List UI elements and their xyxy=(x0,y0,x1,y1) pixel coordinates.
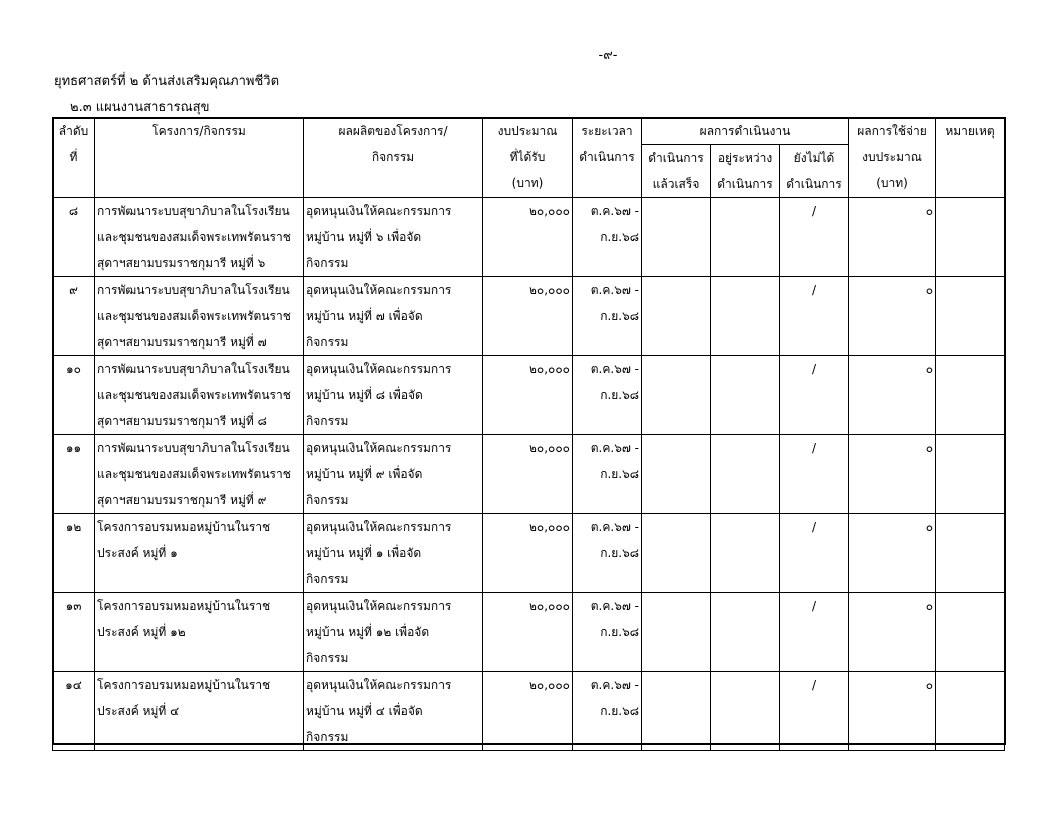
header-done-line: แล้วเสร็จ xyxy=(652,177,700,191)
project-line: และชุมชนของสมเด็จพระเทพรัตนราช xyxy=(97,388,291,402)
output-line: อุดหนุนเงินให้คณะกรรมการ xyxy=(306,599,452,613)
row-number: ๑๔ xyxy=(53,672,95,751)
header-no-line: ที่ xyxy=(69,150,78,164)
project-line: สุดาฯสยามบรมราชกุมารี หมู่ที่ ๘ xyxy=(97,414,267,428)
header-no xyxy=(53,118,95,198)
period-line: ต.ค.๖๗ - xyxy=(590,678,639,692)
header-budget xyxy=(483,118,573,198)
header-result xyxy=(642,118,849,145)
period-line: ต.ค.๖๗ - xyxy=(590,204,639,218)
plan-title: ๒.๓ แผนงานสาธารณสุข xyxy=(70,100,210,115)
row-project xyxy=(95,356,304,435)
header-budget-line: (บาท) xyxy=(511,176,544,190)
project-line: สุดาฯสยามบรมราชกุมารี หมู่ที่ ๙ xyxy=(97,493,267,507)
output-line: หมู่บ้าน หมู่ที่ ๙ เพื่อจัด xyxy=(306,467,423,481)
row-period xyxy=(573,356,642,435)
row-period xyxy=(573,277,642,356)
header-spent-line: (บาท) xyxy=(876,176,908,190)
table-header xyxy=(53,118,1005,198)
row-number: ๑๑ xyxy=(53,435,95,514)
row-number: ๑๐ xyxy=(53,356,95,435)
row-remark xyxy=(936,356,1005,435)
project-line: การพัฒนาระบบสุขาภิบาลในโรงเรียน xyxy=(97,283,290,297)
row-in-progress xyxy=(711,198,780,277)
project-line: การพัฒนาระบบสุขาภิบาลในโรงเรียน xyxy=(97,441,290,455)
row-done xyxy=(642,672,711,751)
strategy-title: ยุทธศาสตร์ที่ ๒ ด้านส่งเสริมคุณภาพชีวิต xyxy=(54,74,280,89)
row-done xyxy=(642,198,711,277)
row-not-started: / xyxy=(780,593,849,672)
row-budget: ๒๐,๐๐๐ xyxy=(483,356,573,435)
row-in-progress xyxy=(711,435,780,514)
project-line: และชุมชนของสมเด็จพระเทพรัตนราช xyxy=(97,309,291,323)
header-spent-line: ผลการใช้จ่าย xyxy=(857,124,927,138)
row-project xyxy=(95,593,304,672)
header-done xyxy=(642,145,711,198)
header-result-line: ผลการดำเนินงาน xyxy=(699,124,791,138)
row-done xyxy=(642,514,711,593)
project-line: และชุมชนของสมเด็จพระเทพรัตนราช xyxy=(97,230,291,244)
row-output xyxy=(304,514,483,593)
row-spent: ๐ xyxy=(849,514,936,593)
project-line: และชุมชนของสมเด็จพระเทพรัตนราช xyxy=(97,467,291,481)
header-budget-line: ที่ได้รับ xyxy=(509,150,546,164)
header-no-line: ลำดับ xyxy=(58,124,89,138)
row-output xyxy=(304,672,483,751)
row-budget: ๒๐,๐๐๐ xyxy=(483,435,573,514)
row-project xyxy=(95,672,304,751)
output-line: อุดหนุนเงินให้คณะกรรมการ xyxy=(306,520,452,534)
period-line: ก.ย.๖๘ xyxy=(600,388,639,402)
row-budget: ๒๐,๐๐๐ xyxy=(483,672,573,751)
row-not-started: / xyxy=(780,198,849,277)
table-row xyxy=(53,356,1005,435)
project-line: ประสงค์ หมู่ที่ ๔ xyxy=(97,704,180,718)
output-line: อุดหนุนเงินให้คณะกรรมการ xyxy=(306,441,452,455)
period-line: ก.ย.๖๘ xyxy=(600,230,639,244)
page-number: -๙- xyxy=(598,48,618,63)
row-not-started: / xyxy=(780,514,849,593)
row-not-started: / xyxy=(780,672,849,751)
project-line: ประสงค์ หมู่ที่ ๑ xyxy=(97,546,178,560)
row-period xyxy=(573,435,642,514)
row-number: ๙ xyxy=(53,277,95,356)
header-done-line: ดำเนินการ xyxy=(648,151,704,165)
header-in-progress-line: ดำเนินการ xyxy=(717,177,773,191)
row-budget: ๒๐,๐๐๐ xyxy=(483,198,573,277)
row-done xyxy=(642,277,711,356)
project-line: โครงการอบรมหมอหมู่บ้านในราช xyxy=(97,520,271,534)
header-in-progress-line: อยู่ระหว่าง xyxy=(717,151,773,165)
header-period xyxy=(573,118,642,198)
row-in-progress xyxy=(711,514,780,593)
period-line: ก.ย.๖๘ xyxy=(600,309,639,323)
row-output xyxy=(304,356,483,435)
row-spent: ๐ xyxy=(849,593,936,672)
row-done xyxy=(642,593,711,672)
row-not-started: / xyxy=(780,277,849,356)
header-spent xyxy=(849,118,936,198)
header-spent-line: งบประมาณ xyxy=(862,150,922,164)
project-line: การพัฒนาระบบสุขาภิบาลในโรงเรียน xyxy=(97,362,290,376)
table-body xyxy=(53,198,1005,751)
header-budget-line: งบประมาณ xyxy=(497,124,558,138)
row-budget: ๒๐,๐๐๐ xyxy=(483,593,573,672)
header-project-line: โครงการ/กิจกรรม xyxy=(152,124,246,138)
output-line: กิจกรรม xyxy=(306,730,349,744)
row-period xyxy=(573,672,642,751)
row-number: ๑๓ xyxy=(53,593,95,672)
row-remark xyxy=(936,593,1005,672)
row-spent: ๐ xyxy=(849,198,936,277)
output-line: อุดหนุนเงินให้คณะกรรมการ xyxy=(306,362,452,376)
project-line: โครงการอบรมหมอหมู่บ้านในราช xyxy=(97,678,271,692)
row-number: ๑๒ xyxy=(53,514,95,593)
output-line: กิจกรรม xyxy=(306,493,349,507)
header-remark-line: หมายเหตุ xyxy=(945,124,995,138)
header-output xyxy=(304,118,483,198)
period-line: ก.ย.๖๘ xyxy=(600,704,639,718)
output-line: อุดหนุนเงินให้คณะกรรมการ xyxy=(306,204,452,218)
header-not-started-line: ยังไม่ได้ xyxy=(793,151,835,165)
row-remark xyxy=(936,435,1005,514)
period-line: ต.ค.๖๗ - xyxy=(590,283,639,297)
row-not-started: / xyxy=(780,435,849,514)
project-line: สุดาฯสยามบรมราชกุมารี หมู่ที่ ๗ xyxy=(97,335,267,349)
output-line: หมู่บ้าน หมู่ที่ ๑ เพื่อจัด xyxy=(306,546,422,560)
row-output xyxy=(304,593,483,672)
output-line: กิจกรรม xyxy=(306,256,349,270)
project-table xyxy=(52,117,1005,751)
row-spent: ๐ xyxy=(849,277,936,356)
period-line: ก.ย.๖๘ xyxy=(600,467,639,481)
project-line: โครงการอบรมหมอหมู่บ้านในราช xyxy=(97,599,271,613)
header-not-started xyxy=(780,145,849,198)
row-budget: ๒๐,๐๐๐ xyxy=(483,514,573,593)
table-row xyxy=(53,593,1005,672)
header-not-started-line: ดำเนินการ xyxy=(786,177,842,191)
output-line: หมู่บ้าน หมู่ที่ ๗ เพื่อจัด xyxy=(306,309,423,323)
period-line: ก.ย.๖๘ xyxy=(600,546,639,560)
output-line: หมู่บ้าน หมู่ที่ ๘ เพื่อจัด xyxy=(306,388,423,402)
row-in-progress xyxy=(711,672,780,751)
output-line: อุดหนุนเงินให้คณะกรรมการ xyxy=(306,283,452,297)
period-line: ต.ค.๖๗ - xyxy=(590,362,639,376)
row-in-progress xyxy=(711,277,780,356)
row-remark xyxy=(936,514,1005,593)
row-period xyxy=(573,593,642,672)
project-line: การพัฒนาระบบสุขาภิบาลในโรงเรียน xyxy=(97,204,290,218)
header-project xyxy=(95,118,304,198)
row-period xyxy=(573,514,642,593)
row-period xyxy=(573,198,642,277)
row-project xyxy=(95,277,304,356)
project-line: ประสงค์ หมู่ที่ ๑๒ xyxy=(97,625,186,639)
row-project xyxy=(95,198,304,277)
header-remark xyxy=(936,118,1005,198)
period-line: ต.ค.๖๗ - xyxy=(590,520,639,534)
output-line: กิจกรรม xyxy=(306,651,349,665)
row-spent: ๐ xyxy=(849,435,936,514)
row-spent: ๐ xyxy=(849,672,936,751)
table-row xyxy=(53,514,1005,593)
row-remark xyxy=(936,672,1005,751)
table-row xyxy=(53,198,1005,277)
period-line: ต.ค.๖๗ - xyxy=(590,441,639,455)
row-budget: ๒๐,๐๐๐ xyxy=(483,277,573,356)
row-project xyxy=(95,514,304,593)
period-line: ต.ค.๖๗ - xyxy=(590,599,639,613)
row-done xyxy=(642,435,711,514)
header-period-line: ดำเนินการ xyxy=(579,150,635,164)
row-number: ๘ xyxy=(53,198,95,277)
table-row xyxy=(53,435,1005,514)
output-line: กิจกรรม xyxy=(306,335,349,349)
row-output xyxy=(304,277,483,356)
row-spent: ๐ xyxy=(849,356,936,435)
row-output xyxy=(304,435,483,514)
row-done xyxy=(642,356,711,435)
period-line: ก.ย.๖๘ xyxy=(600,625,639,639)
output-line: หมู่บ้าน หมู่ที่ ๖ เพื่อจัด xyxy=(306,230,422,244)
table-row xyxy=(53,672,1005,751)
project-line: สุดาฯสยามบรมราชกุมารี หมู่ที่ ๖ xyxy=(97,256,266,270)
row-not-started: / xyxy=(780,356,849,435)
header-output-line: ผลผลิตของโครงการ/ xyxy=(338,124,448,138)
header-output-line: กิจกรรม xyxy=(371,150,415,164)
header-period-line: ระยะเวลา xyxy=(581,124,633,138)
output-line: หมู่บ้าน หมู่ที่ ๔ เพื่อจัด xyxy=(306,704,423,718)
table-row xyxy=(53,277,1005,356)
row-in-progress xyxy=(711,593,780,672)
row-remark xyxy=(936,198,1005,277)
output-line: กิจกรรม xyxy=(306,414,349,428)
header-in-progress xyxy=(711,145,780,198)
row-project xyxy=(95,435,304,514)
row-in-progress xyxy=(711,356,780,435)
row-remark xyxy=(936,277,1005,356)
output-line: หมู่บ้าน หมู่ที่ ๑๒ เพื่อจัด xyxy=(306,625,430,639)
output-line: กิจกรรม xyxy=(306,572,349,586)
row-output xyxy=(304,198,483,277)
output-line: อุดหนุนเงินให้คณะกรรมการ xyxy=(306,678,452,692)
